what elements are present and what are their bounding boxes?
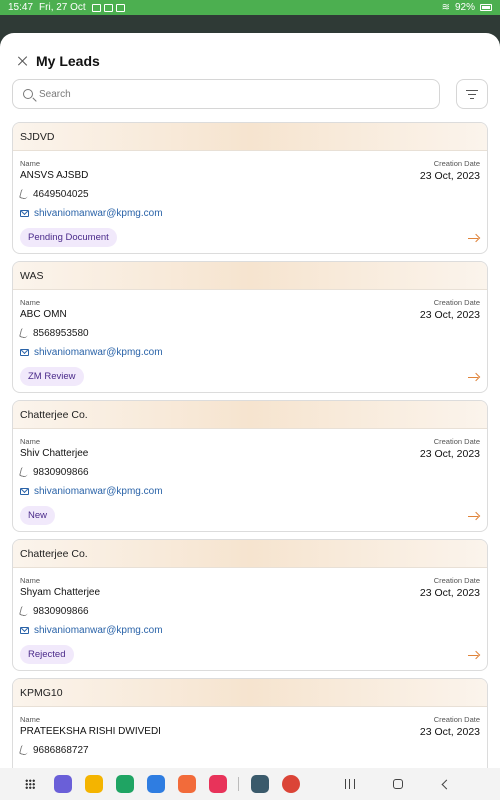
lead-company: Chatterjee Co. [13, 401, 487, 429]
search-input[interactable] [39, 89, 419, 100]
filter-icon [466, 90, 478, 99]
creation-date-label: Creation Date [433, 437, 480, 446]
contacts-app-icon[interactable] [178, 775, 196, 793]
lead-phone[interactable]: 4649504025 [33, 189, 89, 200]
email-icon [20, 488, 29, 495]
lead-card[interactable] [12, 400, 488, 532]
lead-card[interactable] [12, 539, 488, 671]
gmail-icon [104, 4, 113, 12]
lead-card[interactable] [12, 678, 488, 768]
lead-name: Shiv Chatterjee [20, 448, 89, 459]
lead-company: SJDVD [13, 123, 487, 151]
phone-icon [19, 467, 29, 478]
home-button[interactable] [393, 779, 403, 789]
creation-date: 23 Oct, 2023 [419, 170, 480, 182]
lead-phone[interactable]: 9830909866 [33, 606, 89, 617]
leads-sheet [0, 33, 500, 768]
phone-app-icon[interactable] [116, 775, 134, 793]
creation-date: 23 Oct, 2023 [419, 448, 480, 460]
sheet-header [18, 53, 100, 69]
status-badge: Rejected [20, 645, 74, 664]
battery-icon [480, 4, 492, 11]
filter-button[interactable] [456, 79, 488, 109]
phone-icon [19, 745, 29, 756]
wifi-icon: ≋ [441, 2, 450, 13]
chrome-icon[interactable] [282, 775, 300, 793]
arrow-right-icon[interactable] [468, 373, 479, 381]
status-bar [0, 0, 500, 15]
lead-company: Chatterjee Co. [13, 540, 487, 568]
status-badge: ZM Review [20, 367, 84, 386]
lead-name: ABC OMN [20, 309, 67, 320]
lead-company: KPMG10 [13, 679, 487, 707]
status-date: Fri, 27 Oct [39, 2, 86, 13]
messages-app-icon[interactable] [147, 775, 165, 793]
status-badge: New [20, 506, 55, 525]
youtube-icon [116, 4, 125, 12]
email-icon [20, 349, 29, 356]
leads-list [12, 122, 488, 768]
back-button[interactable] [442, 779, 452, 789]
navigation-bar [0, 768, 500, 800]
battery-percent: 92% [454, 2, 475, 13]
creation-date: 23 Oct, 2023 [419, 309, 480, 321]
lead-company: WAS [13, 262, 487, 290]
arrow-right-icon[interactable] [468, 651, 479, 659]
name-label: Name [20, 576, 41, 585]
close-icon[interactable] [18, 56, 28, 66]
android-studio-icon[interactable] [251, 775, 269, 793]
screen-recorder-icon[interactable] [209, 775, 227, 793]
creation-date-label: Creation Date [433, 715, 480, 724]
email-icon [20, 210, 29, 217]
phone-icon [19, 606, 29, 617]
notification-icon [92, 4, 101, 12]
phone-icon [19, 189, 29, 200]
arrow-right-icon[interactable] [468, 512, 479, 520]
name-label: Name [20, 437, 41, 446]
search-box[interactable] [12, 79, 440, 109]
lead-email[interactable]: shivaniomanwar@kpmg.com [34, 208, 163, 219]
creation-date: 23 Oct, 2023 [419, 587, 480, 599]
lead-phone[interactable]: 9686868727 [33, 745, 89, 756]
apps-grid-icon[interactable] [25, 779, 35, 789]
status-badge: Pending Document [20, 228, 117, 247]
creation-date-label: Creation Date [433, 576, 480, 585]
lead-name: PRATEEKSHA RISHI DWIVEDI [20, 726, 161, 737]
creation-date-label: Creation Date [433, 159, 480, 168]
search-icon [23, 89, 33, 99]
phone-icon [19, 328, 29, 339]
lead-card[interactable] [12, 122, 488, 254]
status-time: 15:47 [8, 2, 34, 13]
lead-email[interactable]: shivaniomanwar@kpmg.com [34, 625, 163, 636]
creation-date-label: Creation Date [433, 298, 480, 307]
my-files-icon[interactable] [85, 775, 103, 793]
lead-email[interactable]: shivaniomanwar@kpmg.com [34, 486, 163, 497]
lead-name: Shyam Chatterjee [20, 587, 101, 598]
lead-email[interactable]: shivaniomanwar@kpmg.com [34, 347, 163, 358]
lead-card[interactable] [12, 261, 488, 393]
dock-divider [238, 777, 239, 791]
lead-phone[interactable]: 8568953580 [33, 328, 89, 339]
page-title: My Leads [36, 53, 100, 69]
email-icon [20, 627, 29, 634]
creation-date: 23 Oct, 2023 [419, 726, 480, 738]
name-label: Name [20, 715, 41, 724]
name-label: Name [20, 298, 41, 307]
lead-phone[interactable]: 9830909866 [33, 467, 89, 478]
recent-apps-button[interactable] [345, 779, 355, 789]
arrow-right-icon[interactable] [468, 234, 479, 242]
lead-name: ANSVS AJSBD [20, 170, 89, 181]
internet-app-icon[interactable] [54, 775, 72, 793]
name-label: Name [20, 159, 41, 168]
